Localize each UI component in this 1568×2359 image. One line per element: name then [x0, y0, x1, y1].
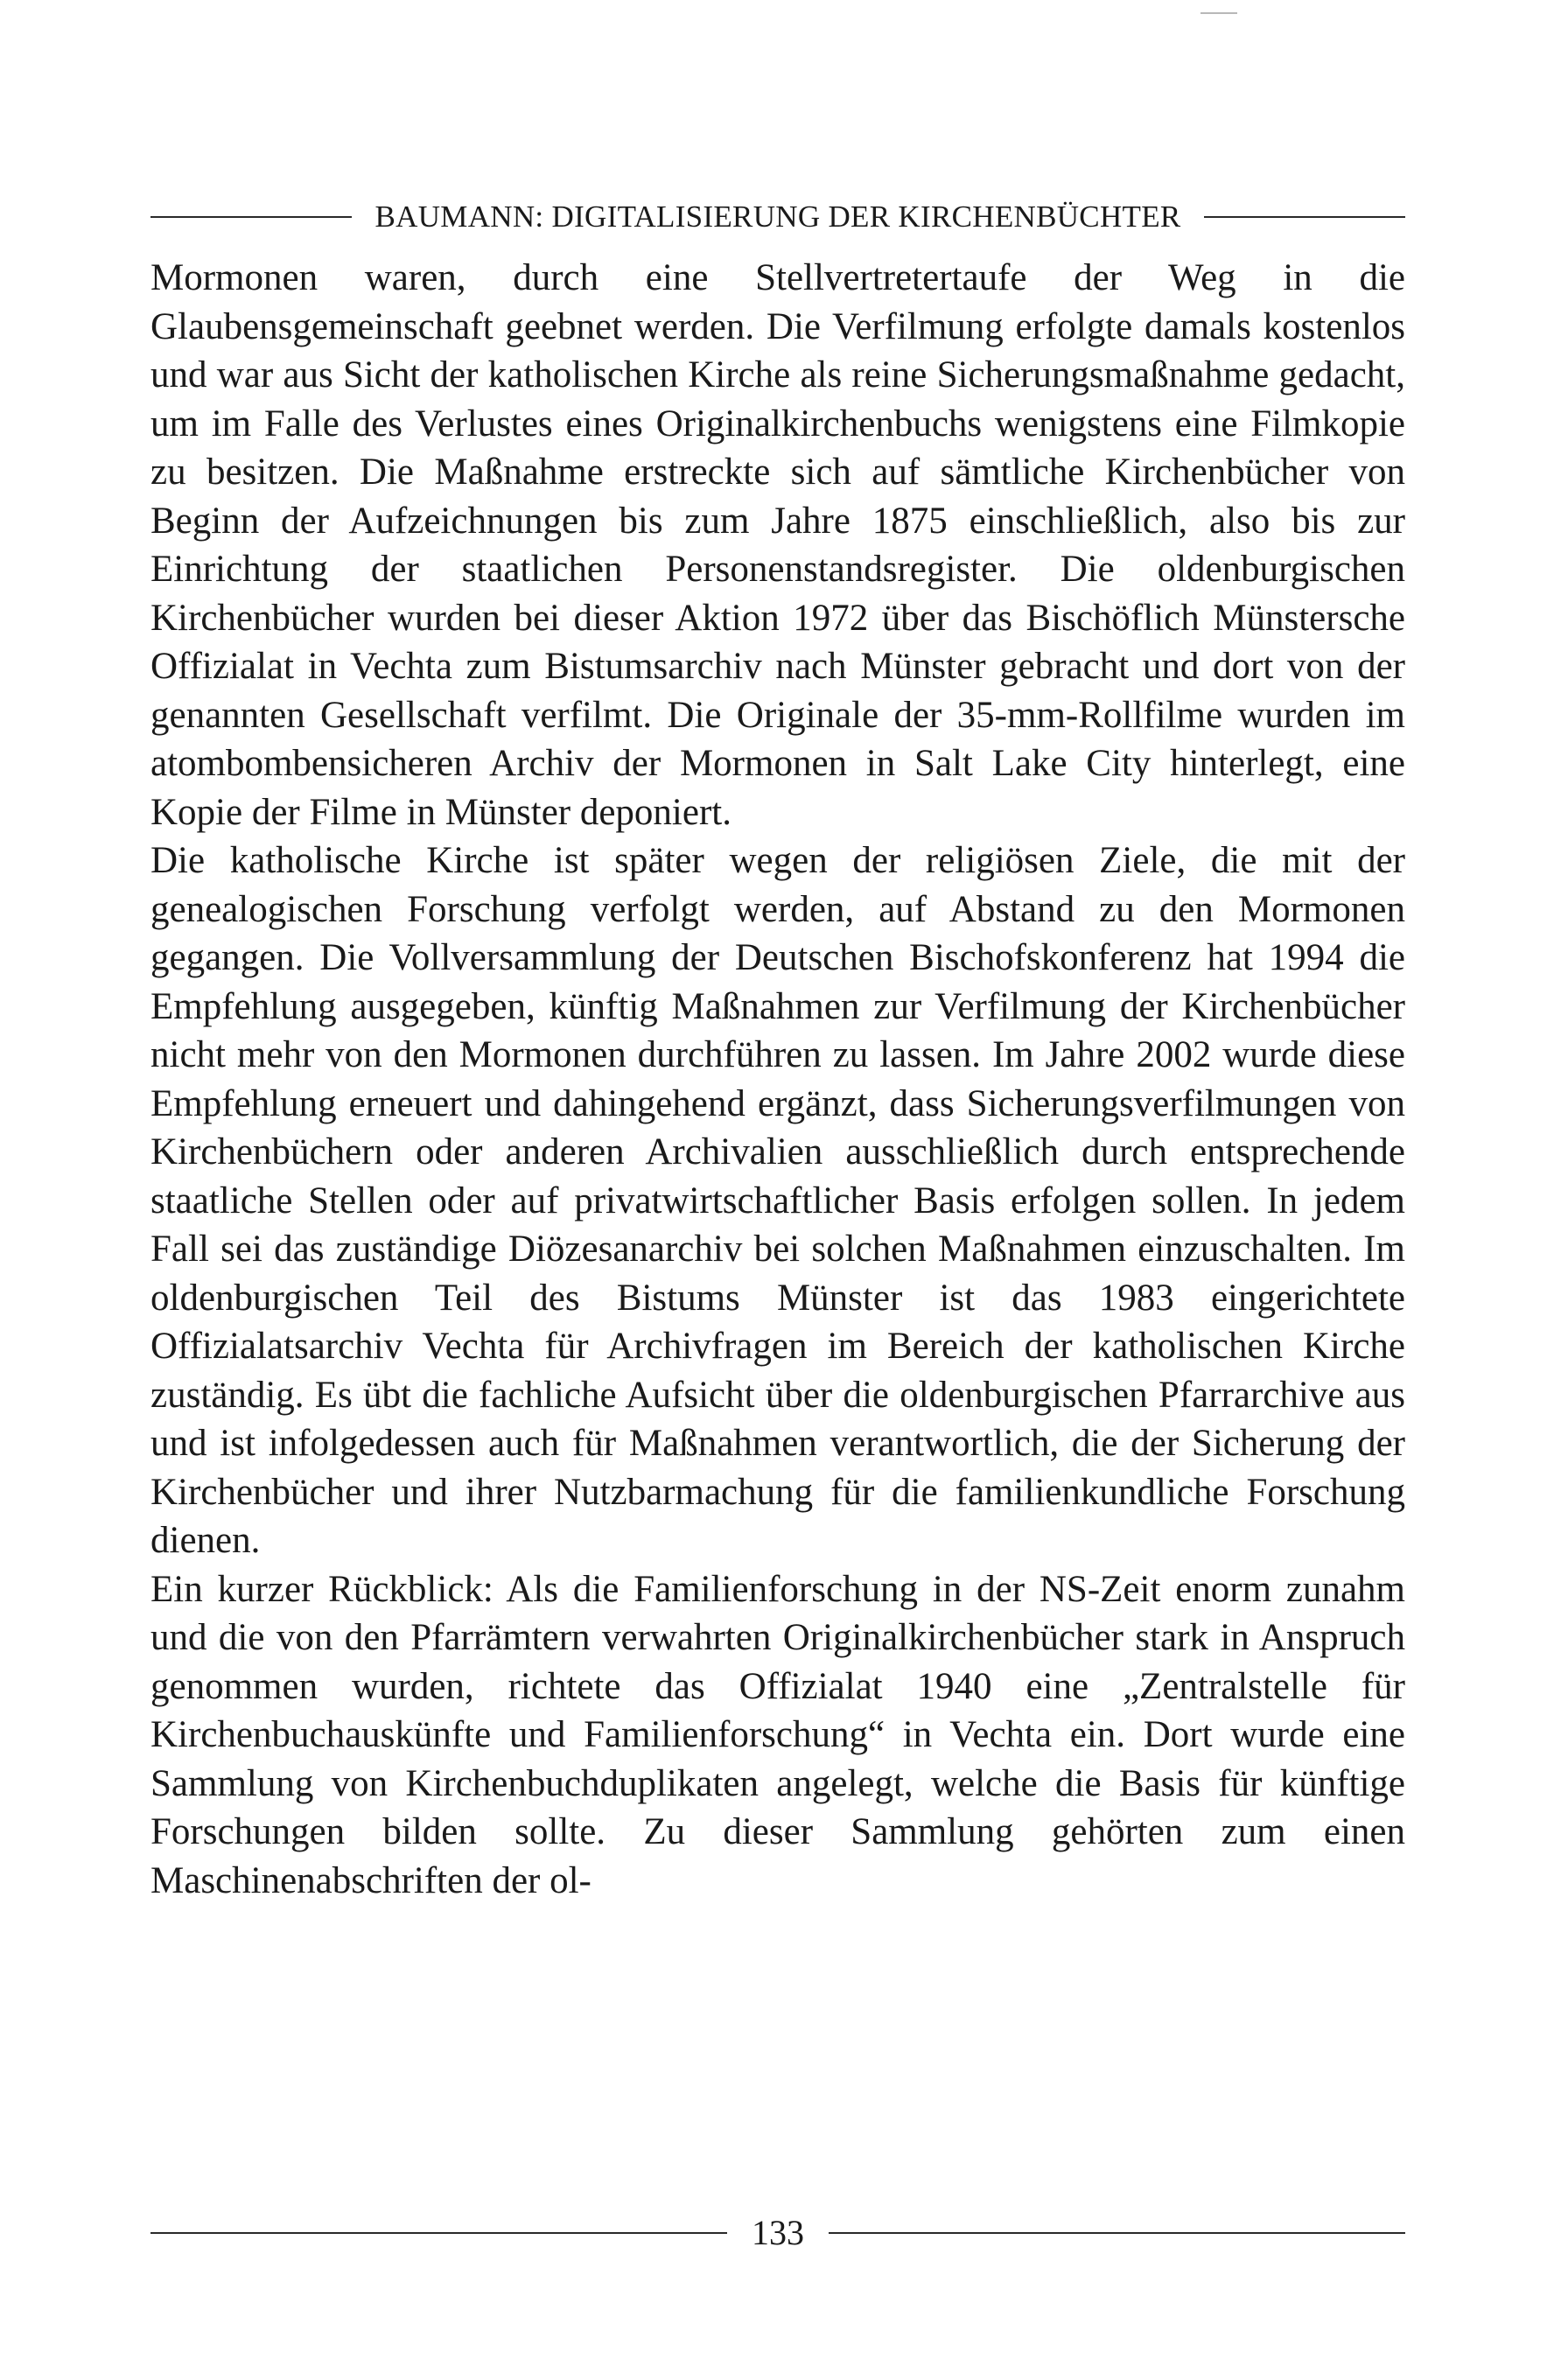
scan-mark	[1200, 12, 1237, 14]
running-header	[150, 201, 1405, 232]
footer-rule-right	[829, 2232, 1405, 2234]
paragraph-1: Mormonen waren, durch eine Stellvertretertaufe der Weg in die Glaubensgemeinschaft geebnet werden. Die Verfilmung erfolgte damals kostenlos und war aus Sicht der katholischen Kirche als reine Sicherungsmaßnahme gedacht, um im Falle des Verlustes eines Originalkirchenbuchs wenigstens eine Filmkopie zu besitzen. Die Maßnahme erstreckte sich auf sämtliche Kirchenbücher von Beginn der Aufzeichnungen bis zum Jahre 1875 einschließlich, also bis zur Einrichtung der staatlichen Personenstandsregister. Die oldenburgischen Kirchenbücher wurden bei dieser Aktion 1972 über das Bischöflich Münstersche Offizialat in Vechta zum Bistumsarchiv nach Münster gebracht und dort von der genannten Gesellschaft verfilmt. Die Originale der 35-mm-Rollfilme wurden im atombombensicheren Archiv der Mormonen in Salt Lake City hinterlegt, eine Kopie der Filme in Münster deponiert.	[150, 257, 1405, 833]
running-header-text: BAUMANN: DIGITALISIERUNG DER KIRCHENBÜCHTER	[374, 200, 1181, 234]
page-number: 133	[752, 2213, 804, 2252]
page-footer	[150, 2213, 1405, 2252]
header-rule-right	[1204, 216, 1405, 218]
header-rule-left	[150, 216, 352, 218]
footer-rule-left	[150, 2232, 727, 2234]
body-text	[150, 254, 1405, 1905]
paragraph-3: Ein kurzer Rückblick: Als die Familienforschung in der NS-Zeit enorm zunahm und die von den Pfarrämtern verwahrten Originalkirchenbücher stark in Anspruch genommen wurden, richtete das Offizialat 1940 eine „Zentralstelle für Kirchenbuchauskünfte und Familienforschung“ in Vechta ein. Dort wurde eine Sammlung von Kirchenbuchduplikaten angelegt, welche die Basis für künftige Forschungen bilden sollte. Zu dieser Sammlung gehörten zum einen Maschinenabschriften der ol-	[150, 1568, 1405, 1901]
paragraph-2: Die katholische Kirche ist später wegen der religiösen Ziele, die mit der genealogischen Forschung verfolgt werden, auf Abstand zu den Mormonen gegangen. Die Vollversammlung der Deutschen Bischofskonferenz hat 1994 die Empfehlung ausgegeben, künftig Maßnahmen zur Verfilmung der Kirchenbücher nicht mehr von den Mormonen durchführen zu lassen. Im Jahre 2002 wurde diese Empfehlung erneuert und dahingehend ergänzt, dass Sicherungsverfilmungen von Kirchenbüchern oder anderen Archivalien ausschließlich durch entsprechende staatliche Stellen oder auf privatwirtschaftlicher Basis erfolgen sollen. In jedem Fall sei das zuständige Diözesanarchiv bei solchen Maßnahmen einzuschalten. Im oldenburgischen Teil des Bistums Münster ist das 1983 eingerichtete Offizialatsarchiv Vechta für Archivfragen im Bereich der katholischen Kirche zuständig. Es übt die fachliche Aufsicht über die oldenburgischen Pfarrarchive aus und ist infolgedessen auch für Maßnahmen verantwortlich, die der Sicherung der Kirchenbücher und ihrer Nutzbarmachung für die familienkundliche Forschung dienen.	[150, 840, 1405, 1561]
